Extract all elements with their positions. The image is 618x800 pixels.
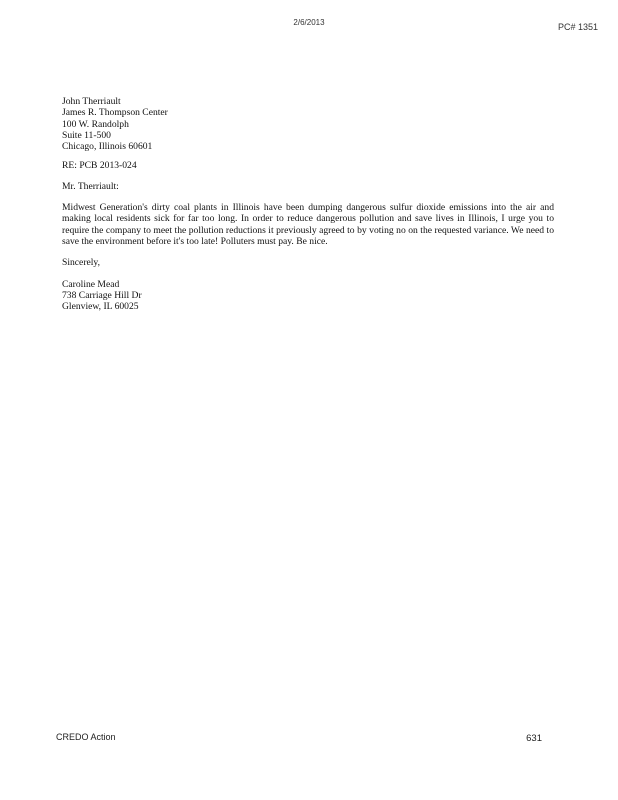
sender-street: 738 Carriage Hill Dr [62, 289, 142, 301]
recipient-city: Chicago, Illinois 60601 [62, 141, 153, 153]
header-pc-number: PC# 1351 [557, 22, 598, 32]
letter-paragraph: Midwest Generation's dirty coal plants in Illinois have been dumping dangerous sulfur dioxide emissions into the air and making local residents sick for far too long. In order to reduce dangerous pollution and save lives in Illinois, I urge you to require the company to meet the pollution reductions it previously agreed to by voting no on the requested variance. We need to save the environment before it's too late! Polluters must pay. Be nice. [62, 202, 554, 247]
sender-name: Caroline Mead [62, 278, 120, 290]
sender-city: Glenview, IL 60025 [62, 301, 139, 313]
header-date: 2/6/2013 [293, 18, 325, 27]
sender-address [62, 279, 554, 313]
recipient-organization: James R. Thompson Center [62, 107, 168, 119]
footer-page-number: 631 [526, 733, 542, 744]
recipient-suite: Suite 11-500 [62, 129, 111, 141]
re-line: RE: PCB 2013-024 [62, 160, 137, 172]
closing: Sincerely, [62, 257, 101, 269]
recipient-name: John Therriault [62, 96, 121, 107]
footer-source: CREDO Action [56, 732, 116, 742]
salutation: Mr. Therriault: [62, 180, 119, 192]
letter-body [62, 96, 554, 312]
recipient-street: 100 W. Randolph [62, 118, 129, 130]
recipient-address [62, 96, 554, 152]
